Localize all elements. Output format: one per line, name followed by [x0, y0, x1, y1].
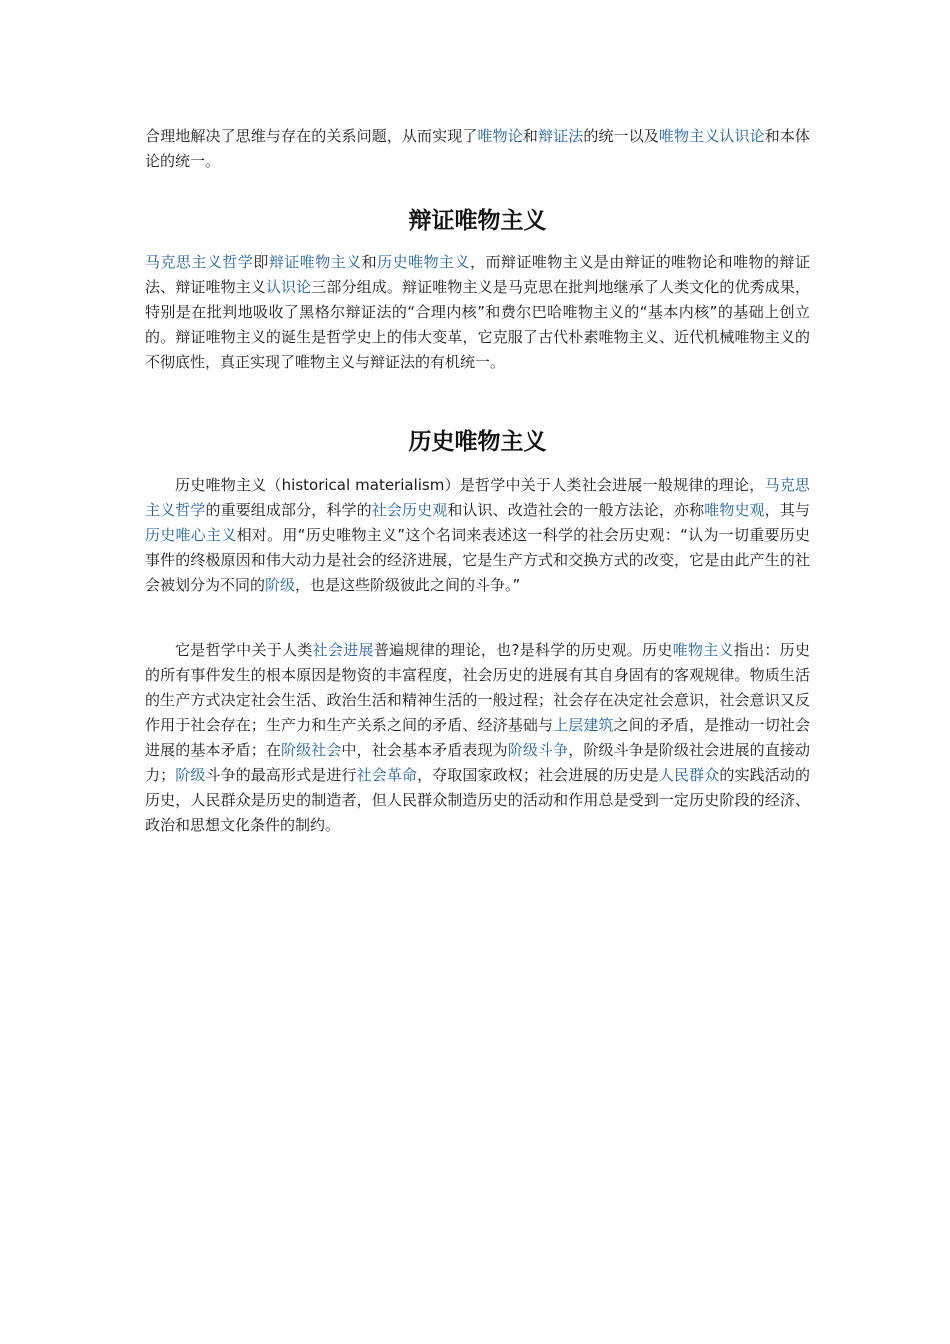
text-run: ，阶级斗争是阶级社会进展的直接动力；: [145, 741, 810, 784]
text-run: 它是哲学中关于人类: [175, 641, 313, 659]
paragraph-historical-theory: [145, 638, 810, 838]
hyperlink[interactable]: 阶级: [175, 766, 206, 784]
hyperlink[interactable]: 上层建筑: [553, 716, 614, 734]
hyperlink[interactable]: 唯物史观: [704, 501, 765, 519]
hyperlink[interactable]: 认识论: [265, 278, 312, 296]
text-run: 指出：历史的所有事件发生的根本原因是物资的丰富程度，社会历史的进展有其自身固有的客观规律。物质生活的生产方式决定社会生活、政治生活和精神生活的一般过程；社会存在决定社会意识，社会意识又反作用于社会存在；生产力和生产关系之间的矛盾、经济基础与: [145, 641, 810, 734]
hyperlink[interactable]: 唯物主义: [672, 641, 734, 659]
hyperlink[interactable]: 马克思主义哲学: [145, 253, 254, 271]
text-run: 合理地解决了思维与存在的关系问题，从而实现了: [145, 127, 478, 145]
hyperlink[interactable]: 阶级斗争: [507, 741, 569, 759]
text-run: 斗争的最高形式是进行: [205, 766, 357, 784]
text-run: 历史唯物主义（historical materialism）是哲学中关于人类社会进展一般规律的理论，: [175, 476, 765, 494]
text-run: ，其与: [764, 501, 810, 519]
hyperlink[interactable]: 人民群众: [658, 766, 720, 784]
heading-dialectical-materialism: 辩证唯物主义: [408, 208, 547, 234]
hyperlink[interactable]: 唯物主义认识论: [658, 127, 765, 145]
hyperlink[interactable]: 阶级: [265, 576, 296, 594]
hyperlink[interactable]: 社会进展: [312, 641, 374, 659]
text-run: 和认识、改造社会的一般方法论，亦称: [447, 501, 705, 519]
text-run: 中，社会基本矛盾表现为: [341, 741, 508, 759]
text-run: 的实践活动的历史，人民群众是历史的制造者，但人民群众制造历史的活动和作用总是受到一定历史阶段的经济、政治和思想文化条件的制约。: [145, 766, 810, 834]
hyperlink[interactable]: 历史唯心主义: [145, 526, 237, 544]
text-run: 和: [361, 253, 378, 271]
heading-historical-materialism: 历史唯物主义: [408, 429, 547, 455]
text-run: ，而辩证唯物主义是由辩证的唯物论和唯物的辩证法、辩证唯物主义: [145, 253, 810, 296]
paragraph-unity: [145, 124, 810, 174]
paragraph-dialectical-materialism: [145, 250, 810, 375]
hyperlink[interactable]: 社会革命: [356, 766, 418, 784]
hyperlink[interactable]: 历史唯物主义: [377, 253, 471, 271]
hyperlink[interactable]: 辩证法: [537, 127, 584, 145]
text-run: 和: [522, 127, 538, 145]
hyperlink[interactable]: 社会历史观: [371, 501, 448, 519]
text-run: 三部分组成。辩证唯物主义是马克思在批判地继承了人类文化的优秀成果，特别是在批判地吸收了黑格尔辩证法的“合理内核”和费尔巴哈唯物主义的“基本内核”的基础上创立的。辩证唯物主义的诞生是哲学史上的伟大变革，它克服了古代朴素唯物主义、近代机械唯物主义的不彻底性，真正实现了唯物主义与辩证法的有机统一。: [145, 278, 810, 371]
text-run: 相对。用“历史唯物主义”这个名词来表述这一科学的社会历史观：“认为一切重要历史事件的终极原因和伟大动力是社会的经济进展，它是生产方式和交换方式的改变，它是由此产生的社会被划分为不同的: [145, 526, 810, 594]
text-run: 和本体论的统一。: [145, 127, 810, 170]
text-run: 的重要组成部分，科学的: [205, 501, 372, 519]
hyperlink[interactable]: 马克思主义哲学: [145, 476, 810, 519]
hyperlink[interactable]: 阶级社会: [281, 741, 342, 759]
hyperlink[interactable]: 辩证唯物主义: [268, 253, 362, 271]
text-run: 普遍规律的理论，也?是科学的历史观。历史: [373, 641, 673, 659]
text-run: ，也是这些阶级彼此之间的斗争。”: [295, 576, 521, 594]
text-run: ，夺取国家政权；社会进展的历史是: [417, 766, 659, 784]
hyperlink[interactable]: 唯物论: [477, 127, 523, 145]
document-page: [145, 124, 810, 838]
text-run: 的统一以及: [583, 127, 659, 145]
text-run: 即: [253, 253, 269, 271]
paragraph-historical-definition: [145, 473, 810, 598]
text-run: 之间的矛盾，是推动一切社会进展的基本矛盾；在: [145, 716, 810, 759]
